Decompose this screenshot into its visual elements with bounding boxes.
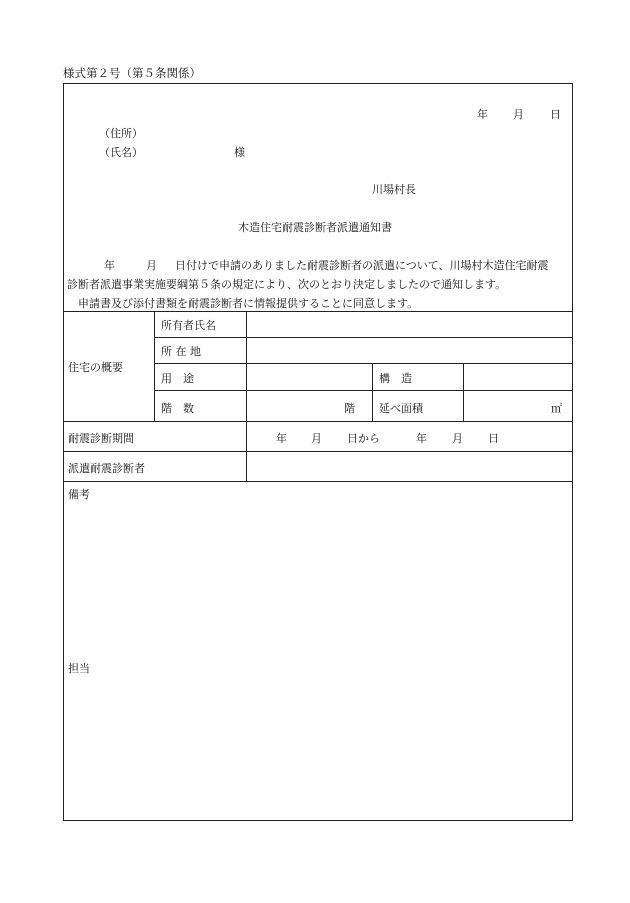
floors-label: 階 数: [161, 402, 194, 415]
row-rule-5: [64, 451, 572, 452]
date-year-label: 年: [477, 108, 488, 121]
issuer-label: 川場村長: [372, 183, 416, 196]
row-rule-4: [64, 421, 572, 422]
owner-name-label: 所有者氏名: [161, 319, 216, 332]
document-title: 木造住宅耐震診断者派遣通知書: [238, 221, 392, 234]
col-rule-3: [372, 363, 373, 421]
remarks-label: 備考: [68, 488, 90, 501]
row-rule-2: [154, 363, 572, 364]
date-month-label: 月: [513, 108, 524, 121]
row-rule-6: [64, 481, 572, 482]
form-number-label: 様式第２号（第５条関係）: [63, 66, 201, 80]
row-rule-3: [154, 390, 572, 391]
table-top-rule: [64, 311, 572, 312]
consent-line: 申請書及び添付書類を耐震診断者に情報提供することに同意します。: [78, 297, 419, 310]
inspector-label: 派遣耐震診断者: [68, 462, 145, 475]
period-month-2: 月: [452, 432, 463, 445]
notice-form: [63, 83, 573, 821]
name-label: （氏名）: [99, 146, 143, 159]
address-label: （住所）: [99, 127, 143, 140]
area-unit: ㎡: [551, 402, 562, 415]
usage-label: 用 途: [161, 372, 194, 385]
period-year-2: 年: [416, 432, 427, 445]
body-line-1: 日付けで申請のありました耐震診断者の派遣について、川場村木造住宅耐震: [175, 259, 549, 272]
period-month-1: 月: [311, 432, 322, 445]
total-floor-area-label: 延べ面積: [379, 402, 423, 415]
col-rule-1: [154, 311, 155, 421]
period-day-2: 日: [488, 432, 499, 445]
body-year: 年: [104, 259, 115, 272]
person-in-charge-label: 担当: [68, 662, 90, 675]
location-label: 所 在 地: [161, 345, 201, 358]
body-line-2: 診断者派遣事業実施要綱第５条の規定により、次のとおり決定しましたので通知します。: [67, 278, 507, 291]
floors-unit: 階: [344, 402, 355, 415]
col-rule-2: [246, 311, 247, 481]
period-year-1: 年: [276, 432, 287, 445]
structure-label: 構 造: [379, 372, 412, 385]
period-label: 耐震診断期間: [68, 432, 134, 445]
date-day-label: 日: [550, 108, 561, 121]
col-rule-4: [463, 363, 464, 421]
body-month: 月: [146, 259, 157, 272]
honorific-label: 様: [234, 146, 245, 159]
row-rule-1: [154, 337, 572, 338]
house-overview-label: 住宅の概要: [68, 361, 123, 374]
period-day-from: 日から: [347, 432, 380, 445]
